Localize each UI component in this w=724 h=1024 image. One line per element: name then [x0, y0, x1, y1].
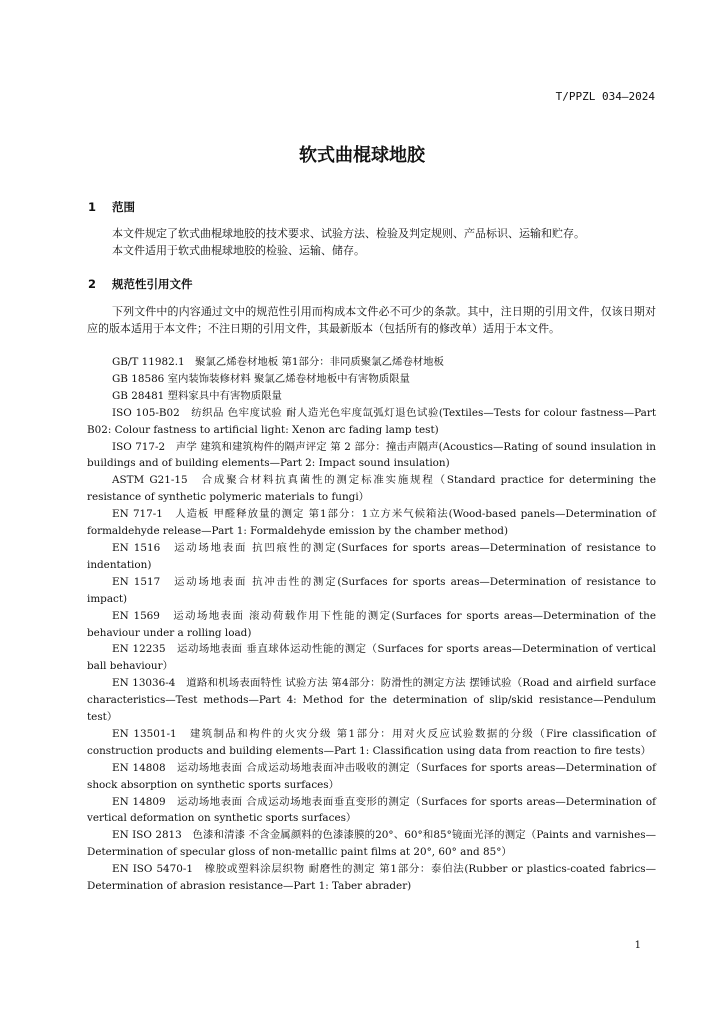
- paragraph: 本文件适用于软式曲棍球地胶的检验、运输、储存。: [112, 243, 365, 257]
- reference-list: [87, 354, 656, 895]
- reference-item: EN ISO 2813 色漆和清漆 不含金属颜料的色漆漆膜的20°、60°和85°镜面光泽的测定（Paints and varnishes—Determination of specular gloss of non-metallic paint films at 20°, 60° and 85°）: [87, 829, 656, 859]
- reference-item: EN 1517 运动场地表面 抗冲击性的测定(Surfaces for sports areas—Determination of resistance to impact): [87, 575, 656, 605]
- paragraph: 下列文件中的内容通过文中的规范性引用而构成本文件必不可少的条款。其中，注日期的引用文件，仅该日期对应的版本适用于本文件；不注日期的引用文件，其最新版本（包括所有的修改单）适用于本文件。: [87, 305, 656, 335]
- reference-item: EN 13501-1 建筑制品和构件的火灾分级 第1部分：用对火反应试验数据的分级（Fire classification of construction products and building elements—Part 1: Classification using data from reaction to fire tests）: [87, 727, 656, 757]
- section-heading-scope: [88, 199, 135, 215]
- reference-item: GB 18586 室内装饰装修材料 聚氯乙烯卷材地板中有害物质限量: [112, 372, 410, 385]
- page-number: 1: [634, 940, 641, 951]
- reference-item: ISO 717-2 声学 建筑和建筑构件的隔声评定 第 2 部分：撞击声隔声(Acoustics—Rating of sound insulation in buildings and of building elements—Part 2: Impact sound insulation): [87, 440, 656, 470]
- reference-item: EN 13036-4 道路和机场表面特性 试验方法 第4部分：防滑性的测定方法 摆锤试验（Road and airfield surface characteristics—Test methods—Part 4: Method for the determination of slip/skid resistance—Pendulum test）: [87, 677, 656, 724]
- reference-item: ASTM G21-15 合成聚合材料抗真菌性的测定标准实施规程（Standard practice for determining the resistance of synthetic polymeric materials to fungi）: [87, 474, 656, 504]
- section-number: 1: [88, 200, 97, 214]
- section-number: 2: [88, 277, 97, 291]
- section-body-normative-references: [87, 304, 656, 337]
- document-title: 软式曲棍球地胶: [299, 145, 425, 166]
- reference-item: EN 14809 运动场地表面 合成运动场地表面垂直变形的测定（Surfaces for sports areas—Determination of vertical deformation on synthetic sports surfaces）: [87, 795, 656, 825]
- section-heading-normative-references: [88, 276, 193, 292]
- reference-item: GB/T 11982.1 聚氯乙烯卷材地板 第1部分：非同质聚氯乙烯卷材地板: [112, 356, 444, 368]
- document-code: T/PPZL 034—2024: [555, 90, 655, 103]
- reference-item: ISO 105-B02 纺织品 色牢度试验 耐人造光色牢度氙弧灯退色试验(Textiles—Tests for colour fastness—Part B02: Colour fastness to artificial light: Xenon arc fading lamp test): [87, 406, 656, 436]
- reference-item: GB 28481 塑料家具中有害物质限量: [112, 389, 282, 402]
- section-title: 规范性引用文件: [112, 277, 193, 291]
- section-body-scope: [87, 226, 656, 259]
- section-title: 范围: [112, 200, 136, 214]
- reference-item: EN 1516 运动场地表面 抗凹痕性的测定(Surfaces for sports areas—Determination of resistance to indentation): [87, 541, 656, 571]
- reference-item: EN 14808 运动场地表面 合成运动场地表面冲击吸收的测定（Surfaces for sports areas—Determination of shock absorption on synthetic sports surfaces）: [87, 761, 656, 791]
- reference-item: EN 1569 运动场地表面 滚动荷载作用下性能的测定(Surfaces for sports areas—Determination of the behaviour under a rolling load): [87, 609, 656, 639]
- paragraph: 本文件规定了软式曲棍球地胶的技术要求、试验方法、检验及判定规则、产品标识、运输和贮存。: [112, 227, 585, 240]
- reference-item: EN 717-1 人造板 甲醛释放量的测定 第1部分：1立方米气候箱法(Wood-based panels—Determination of formaldehyde release—Part 1: Formaldehyde emission by the chamber method): [87, 508, 656, 538]
- reference-item: EN ISO 5470-1 橡胶或塑料涂层织物 耐磨性的测定 第1部分：泰伯法(Rubber or plastics-coated fabrics—Determination of abrasion resistance—Part 1: Taber abrader): [87, 863, 656, 893]
- reference-item: EN 12235 运动场地表面 垂直球体运动性能的测定（Surfaces for sports areas—Determination of vertical ball behaviour）: [87, 643, 656, 673]
